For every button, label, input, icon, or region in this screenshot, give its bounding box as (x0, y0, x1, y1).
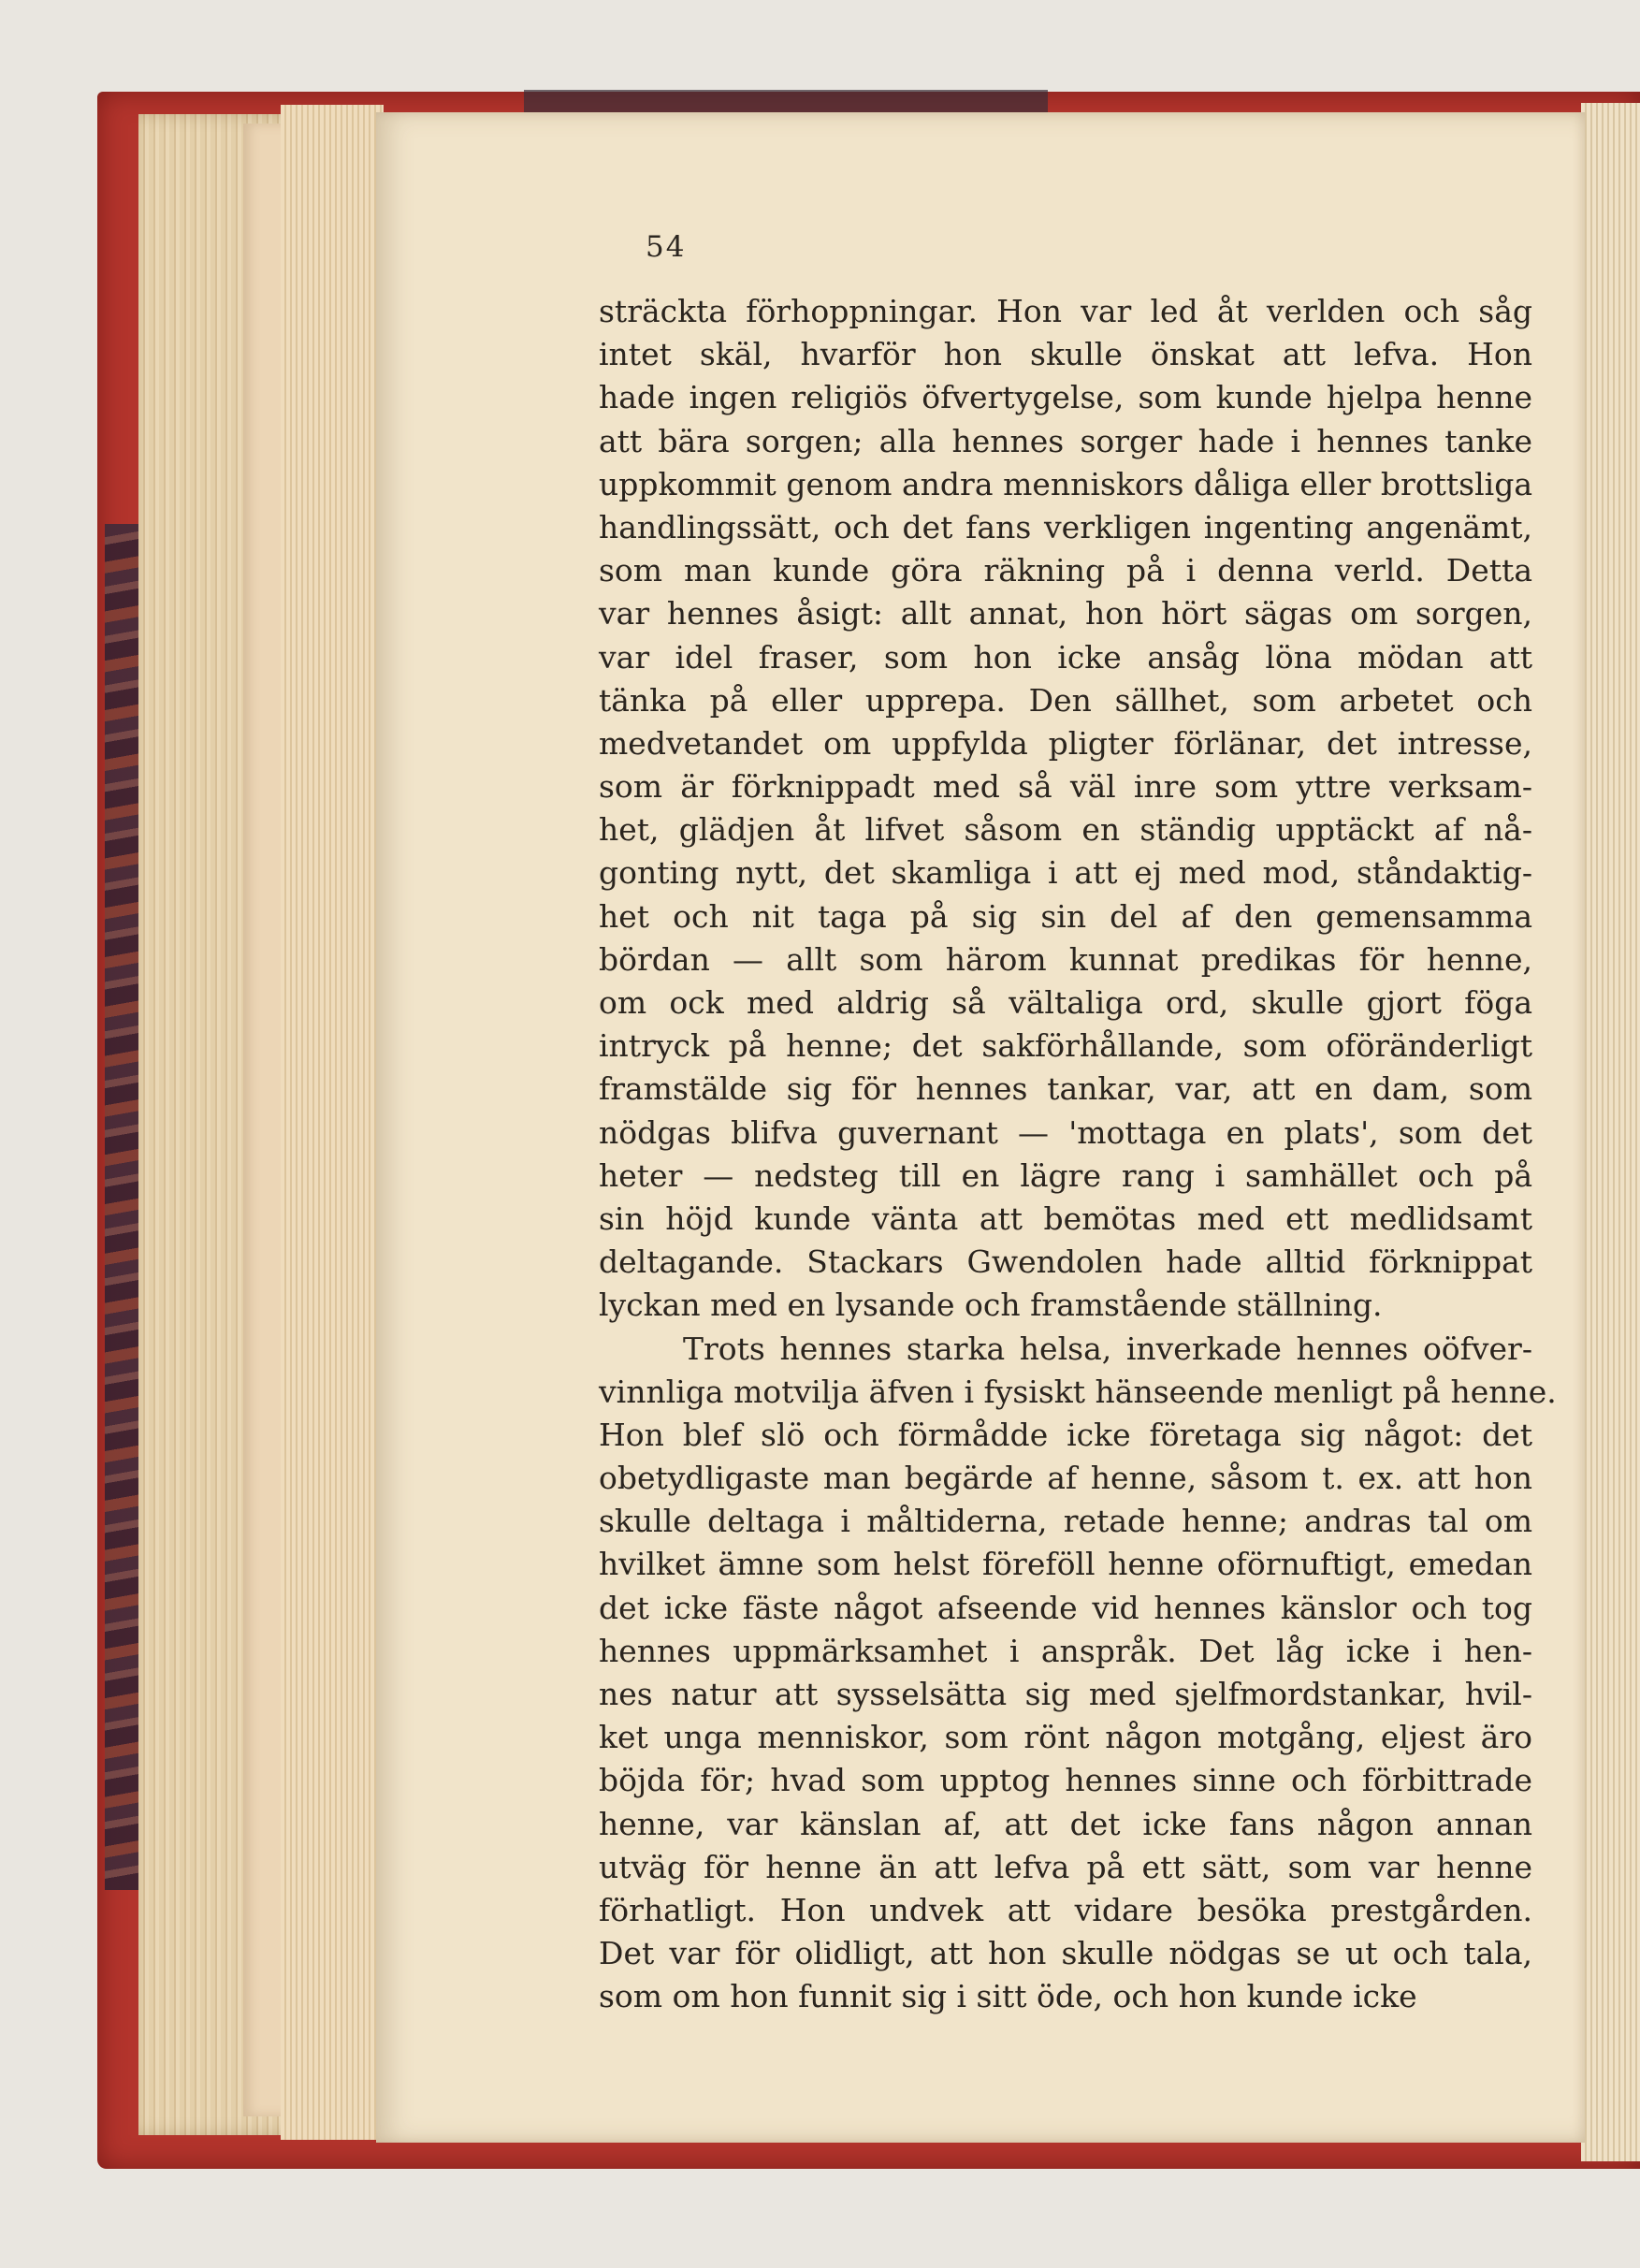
text-line: uppkommit genom andra menniskors dåliga eller brottsliga (599, 465, 1532, 502)
text-line: het, glädjen åt lifvet såsom en ständig upptäckt af nå- (599, 811, 1532, 849)
text-line: Det var för olidligt, att hon skulle nödgas se ut och tala, (599, 1935, 1532, 1972)
text-line: hennes uppmärksamhet i anspråk. Det låg icke i hen- (599, 1632, 1532, 1669)
text-line: obetydligaste man begärde af henne, såsom t. ex. att hon (599, 1460, 1532, 1497)
text-line: heter — nedsteg till en lägre rang i samhället och på (599, 1156, 1532, 1194)
text-line: nes natur att sysselsätta sig med sjelfmordstankar, hvil- (599, 1676, 1532, 1712)
text-line: deltagande. Stackars Gwendolen hade alltid förknippat (599, 1243, 1532, 1281)
cover-top-band (524, 90, 1048, 112)
text-line: bördan — allt som härom kunnat predikas för henne, (599, 940, 1532, 978)
text-line: sträckta förhoppningar. Hon var led åt verlden och såg (599, 293, 1532, 329)
text-line: ket unga menniskor, som rönt någon motgång, eljest äro (599, 1719, 1532, 1756)
text-line: hvilket ämne som helst föreföll henne oförnuftigt, emedan (599, 1546, 1532, 1583)
text-line: som om hon funnit sig i sitt öde, och hon kunde icke (599, 1978, 1417, 2015)
page-number: 54 (646, 230, 687, 264)
text-line: vinnliga motvilja äfven i fysiskt hänseende menligt på henne. (599, 1373, 1557, 1410)
text-line: skulle deltaga i måltiderna, retade henne; andras tal om (599, 1503, 1532, 1540)
text-line: nödgas blifva guvernant — 'mottaga en plats', som det (599, 1113, 1532, 1151)
text-line: intet skäl, hvarför hon skulle önskat att lefva. Hon (599, 336, 1532, 373)
text-line: att bära sorgen; alla hennes sorger hade i hennes tanke (599, 422, 1532, 459)
text-line: var idel fraser, som hon icke ansåg löna mödan att (599, 638, 1532, 676)
left-page-edges (281, 105, 384, 2140)
text-line: Trots hennes starka helsa, inverkade hennes oöfver- (683, 1330, 1532, 1367)
text-line: om ock med aldrig så vältaliga ord, skulle gjort föga (599, 984, 1532, 1021)
text-line: var hennes åsigt: allt annat, hon hört sägas om sorgen, (599, 595, 1532, 632)
text-line: hade ingen religiös öfvertygelse, som kunde hjelpa henne (599, 379, 1532, 416)
text-line: utväg för henne än att lefva på ett sätt, som var henne (599, 1848, 1532, 1885)
text-line: som man kunde göra räkning på i denna verld. Detta (599, 552, 1532, 589)
text-line: medvetandet om uppfylda pligter förlänar, det intresse, (599, 724, 1532, 762)
text-line: böjda för; hvad som upptog hennes sinne och förbittrade (599, 1762, 1532, 1799)
text-line: Hon blef slö och förmådde icke företaga sig något: det (599, 1416, 1532, 1453)
text-line: som är förknippadt med så väl inre som yttre verksam- (599, 768, 1532, 806)
text-line: handlingssätt, och det fans verkligen ingenting angenämt, (599, 508, 1532, 545)
text-line: gonting nytt, det skamliga i att ej med mod, ståndaktig- (599, 854, 1532, 892)
text-line: henne, var känslan af, att det icke fans någon annan (599, 1805, 1532, 1842)
text-line: lyckan med en lysande och framstående ställning. (599, 1287, 1383, 1324)
text-line: det icke fäste något afseende vid hennes känslor och tog (599, 1589, 1532, 1626)
text-line: framstälde sig för hennes tankar, var, att en dam, som (599, 1070, 1532, 1108)
text-line: sin höjd kunde vänta att bemötas med ett medlidsamt (599, 1199, 1532, 1237)
right-page-edges (1581, 103, 1640, 2161)
text-line: het och nit taga på sig sin del af den gemensamma (599, 897, 1532, 935)
text-line: intryck på henne; det sakförhållande, som oföränderligt (599, 1027, 1532, 1065)
text-line: tänka på eller upprepa. Den sällhet, som arbetet och (599, 681, 1532, 719)
body-text (599, 290, 1557, 2019)
text-line: förhatligt. Hon undvek att vidare besöka prestgården. (599, 1891, 1532, 1928)
